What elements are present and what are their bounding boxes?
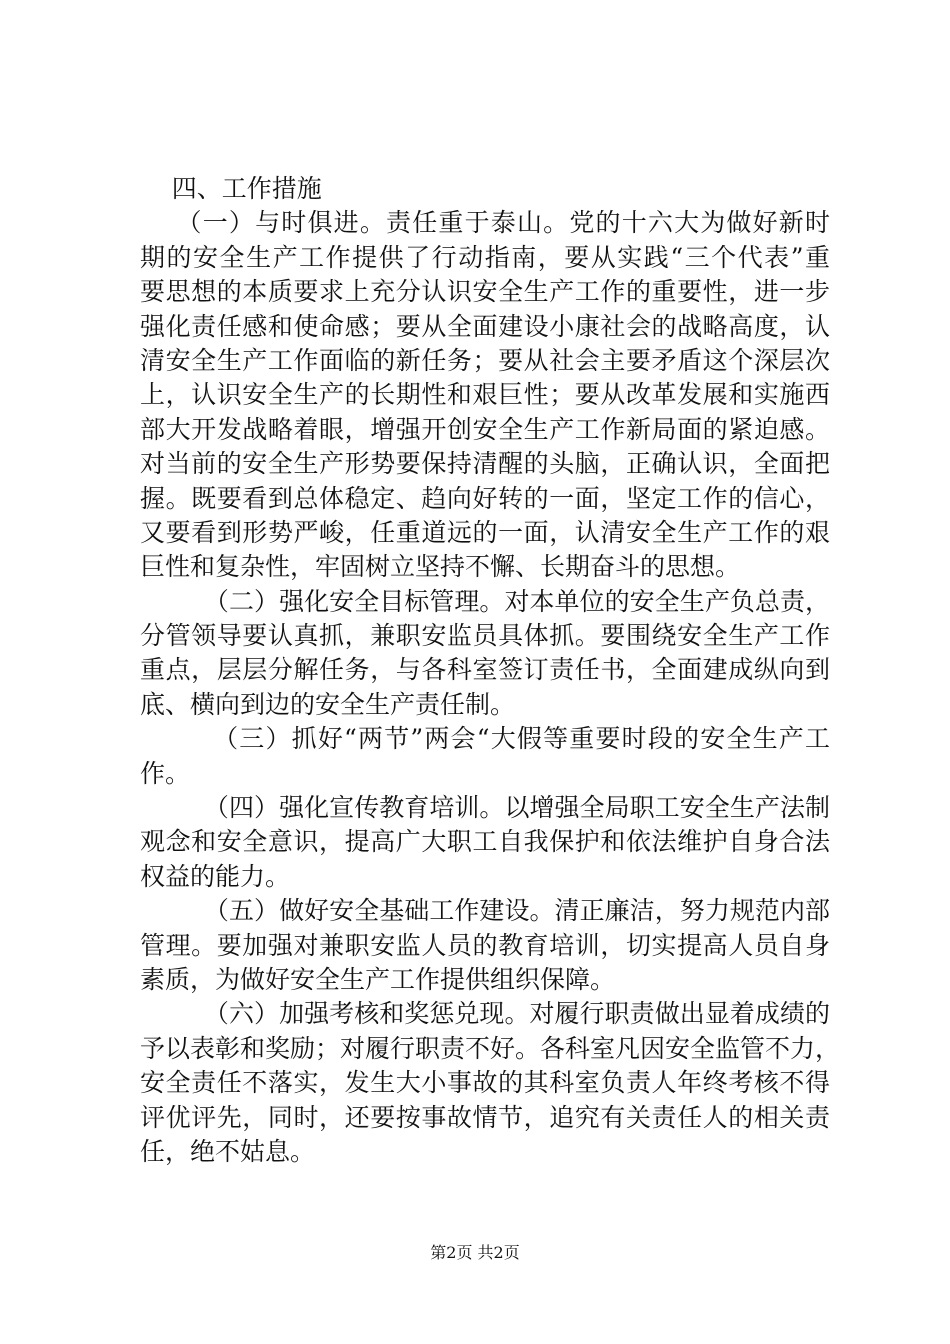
paragraph-line: （一）与时俱进。责任重于泰山。党的十六大为做好新时 <box>140 208 830 238</box>
paragraph-line: 素质，为做好安全生产工作提供组织保障。 <box>140 964 616 994</box>
paragraph-line: 清安全生产工作面临的新任务；要从社会主要矛盾这个深层次 <box>140 345 830 375</box>
paragraph-line: （五）做好安全基础工作建设。清正廉洁，努力规范内部 <box>140 896 830 926</box>
paragraph-line: 评优评先，同时，还要按事故情节，追究有关责任人的相关责 <box>140 1102 830 1132</box>
paragraph-line: 巨性和复杂性，牢固树立坚持不懈、长期奋斗的思想。 <box>140 552 741 582</box>
paragraph-line: 予以表彰和奖励；对履行职责不好。各科室凡因安全监管不力， <box>140 1033 841 1063</box>
paragraph-line: 作。 <box>140 758 191 788</box>
paragraph-line: 上，认识安全生产的长期性和艰巨性；要从改革发展和实施西 <box>140 380 830 410</box>
paragraph-line: （六）加强考核和奖惩兑现。对履行职责做出显着成绩的 <box>140 999 830 1029</box>
paragraph-line: 管理。要加强对兼职安监人员的教育培训，切实提高人员自身 <box>140 930 830 960</box>
paragraph-line: （二）强化安全目标管理。对本单位的安全生产负总责， <box>140 586 830 616</box>
paragraph-line: 部大开发战略着眼，增强开创安全生产工作新局面的紧迫感。 <box>140 414 830 444</box>
paragraph-line: 要思想的本质要求上充分认识安全生产工作的重要性，进一步 <box>140 277 830 307</box>
paragraph-line: 对当前的安全生产形势要保持清醒的头脑，正确认识，全面把 <box>140 449 830 479</box>
document-body <box>140 172 841 1169</box>
paragraph-line: 分管领导要认真抓，兼职安监员具体抓。要围绕安全生产工作 <box>140 621 830 651</box>
paragraph-line: 重点，层层分解任务，与各科室签订责任书，全面建成纵向到 <box>140 655 830 685</box>
paragraph-line: 底、横向到边的安全生产责任制。 <box>140 689 516 719</box>
paragraph-line: 观念和安全意识，提高广大职工自我保护和依法维护自身合法 <box>140 827 830 857</box>
paragraph-line: 期的安全生产工作提供了行动指南，要从实践“三个代表”重 <box>140 242 830 272</box>
paragraph-line: 又要看到形势严峻，任重道远的一面，认清安全生产工作的艰 <box>140 517 830 547</box>
paragraph-line: （四）强化宣传教育培训。以增强全局职工安全生产法制 <box>140 793 830 823</box>
section-heading: 四、工作措施 <box>140 174 322 203</box>
paragraph-line: 强化责任感和使命感；要从全面建设小康社会的战略高度，认 <box>140 311 830 341</box>
paragraph-line: 握。既要看到总体稳定、趋向好转的一面，坚定工作的信心， <box>140 483 830 513</box>
paragraph-line: 权益的能力。 <box>140 861 291 891</box>
paragraph-line: 任，绝不姑息。 <box>140 1136 316 1166</box>
paragraph-line: （三）抓好“两节”两会“大假等重要时段的安全生产工 <box>140 724 830 754</box>
paragraph-line: 安全责任不落实，发生大小事故的其科室负责人年终考核不得 <box>140 1068 830 1098</box>
page-footer: 第2页 共2页 <box>430 1243 520 1262</box>
